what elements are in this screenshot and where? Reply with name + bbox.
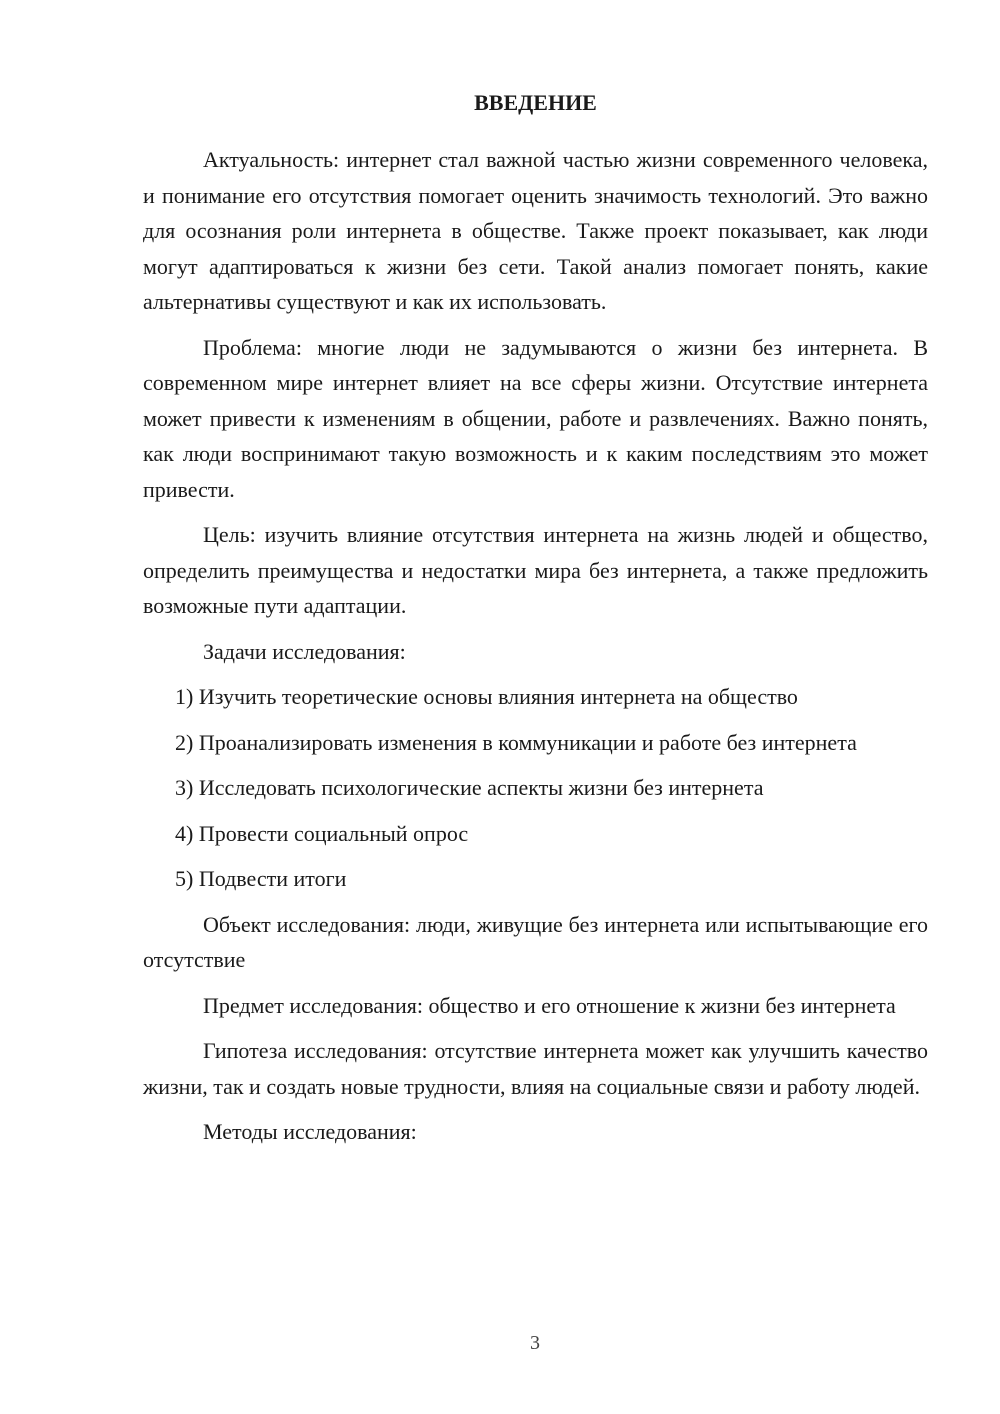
methods-heading: Методы исследования: [203,1119,417,1145]
page-number: 3 [530,1332,540,1354]
tasks-heading: Задачи исследования: [203,638,406,664]
task-item: 1) Изучить теоретические основы влияния интернета на общество [175,684,798,710]
problem-paragraph: Проблема: многие люди не задумываются о жизни без интернета. В современном мире интернет влияет на все сферы жизни. Отсутствие интернета может привести к изменениям в общении, работе и развлечениях. Важно понять, как люди воспринимают такую возможность и к каким последствиям это может привести. [143,334,928,502]
subject-paragraph: Предмет исследования: общество и его отношение к жизни без интернета [203,992,896,1018]
document-page [143,90,928,1160]
relevance-paragraph: Актуальность: интернет стал важной частью жизни современного человека, и понимание его отсутствия помогает оценить значимость технологий. Это важно для осознания роли интернета в обществе. Также проект показывает, как люди могут адаптироваться к жизни без сети. Такой анализ помогает понять, какие альтернативы существуют и как их использовать. [143,147,928,315]
hypothesis-paragraph: Гипотеза исследования: отсутствие интернета может как улучшить качество жизни, так и создать новые трудности, влияя на социальные связи и работу людей. [143,1038,928,1099]
task-item: 3) Исследовать психологические аспекты жизни без интернета [175,775,764,801]
object-paragraph: Объект исследования: люди, живущие без интернета или испытывающие его отсутствие [143,911,928,973]
page-title: ВВЕДЕНИЕ [474,90,597,115]
task-item: 2) Проанализировать изменения в коммуникации и работе без интернета [175,729,857,755]
goal-paragraph: Цель: изучить влияние отсутствия интернета на жизнь людей и общество, определить преимущества и недостатки мира без интернета, а также предложить возможные пути адаптации. [143,522,928,619]
task-item: 4) Провести социальный опрос [175,820,469,846]
task-item: 5) Подвести итоги [175,866,347,892]
